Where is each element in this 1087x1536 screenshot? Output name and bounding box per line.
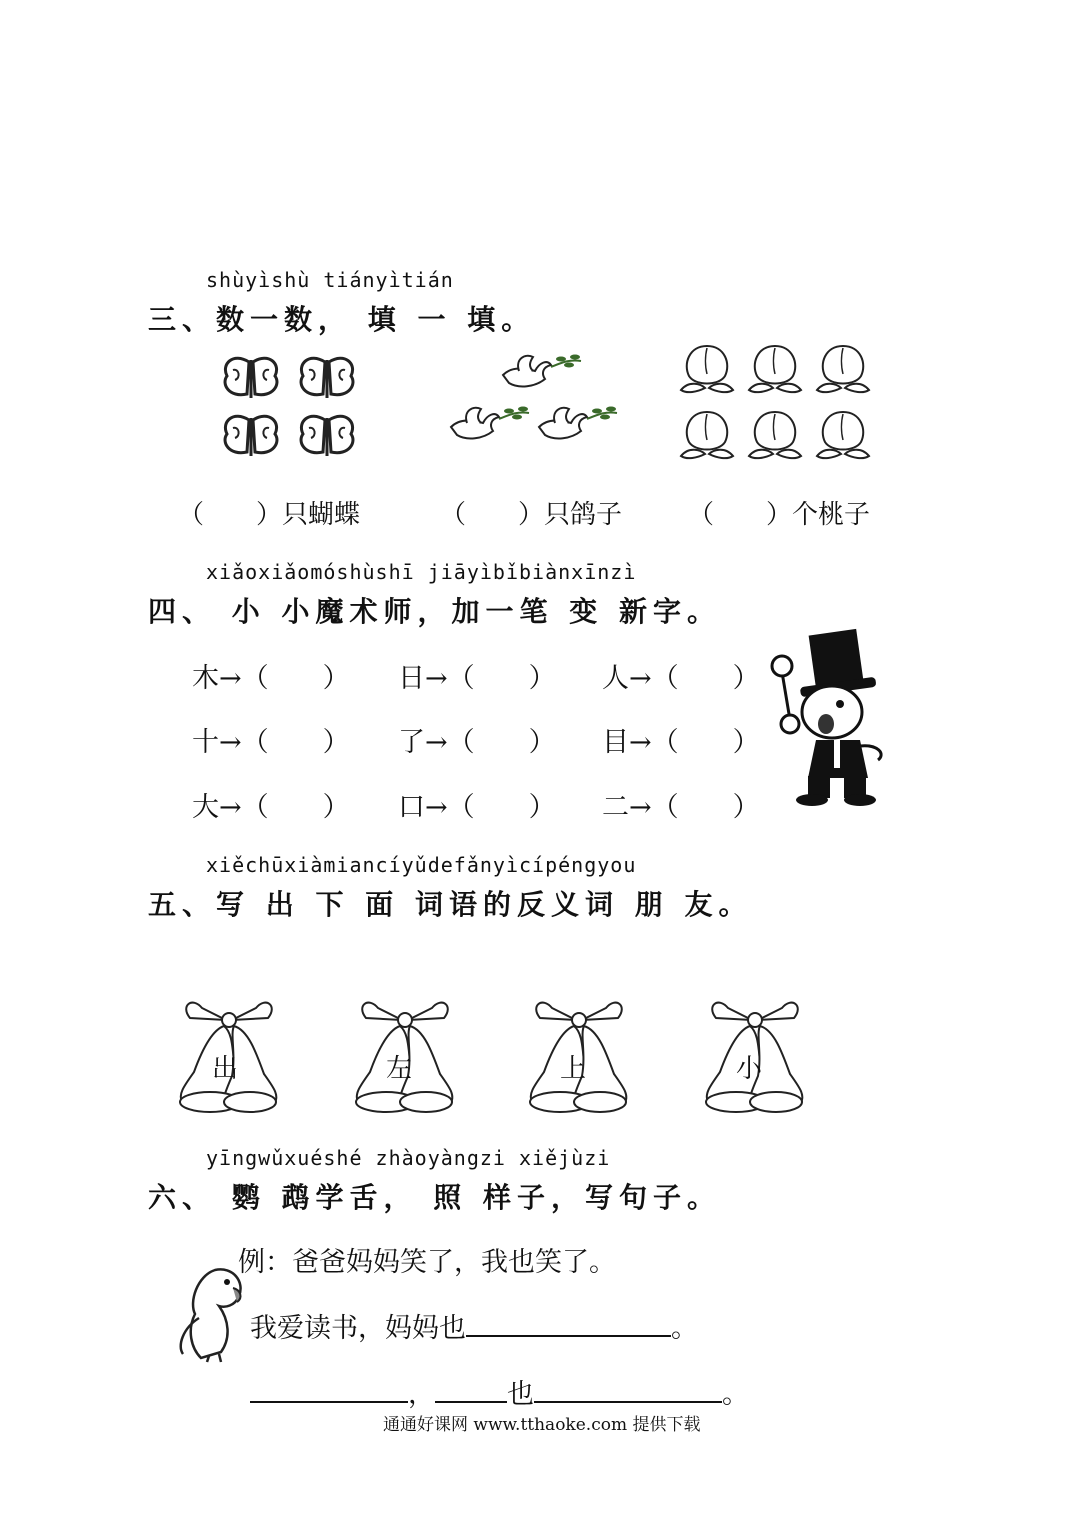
butterfly-count-blank[interactable]: （ ）只蝴蝶 [178,500,361,530]
sentence-2-comma: ， [408,1379,435,1410]
magic-item-shi[interactable]: 十→（ ） [192,727,350,758]
magic-item-kou[interactable]: 口→（ ） [398,792,556,823]
section6-heading: 六、 鹦 鹉学舌， 照 样子，写句子。 [148,1181,721,1214]
butterfly-1 [225,358,277,398]
section3-pinyin: shùyìshù tiányìtián [206,268,454,292]
magic-item-da[interactable]: 大→（ ） [192,792,350,823]
section3-heading: 三、数一数， 填 一 填。 [148,303,536,336]
magic-item-mu-eye[interactable]: 目→（ ） [602,727,760,758]
butterfly-illustration [215,350,365,470]
sentence-2-blank-3[interactable] [534,1379,722,1403]
section4-heading: 四、 小 小魔术师，加一笔 变 新字。 [148,595,721,628]
magic-item-mu[interactable]: 木→（ ） [192,663,350,694]
magic-item-le[interactable]: 了→（ ） [398,727,556,758]
peach-3 [817,346,869,392]
dove-2 [451,407,529,439]
peach-6 [817,412,869,458]
bell-word-1: 出 [212,1054,239,1084]
magic-item-ri[interactable]: 日→（ ） [398,663,556,694]
bell-word-3: 上 [560,1054,587,1084]
sentence-1-prefix: 我爱读书，妈妈也 [250,1313,466,1344]
example-sentence: 例：爸爸妈妈笑了，我也笑了。 [238,1247,616,1278]
sentence-2-blank-2[interactable] [435,1379,507,1403]
butterfly-2 [301,358,353,398]
peach-1 [681,346,733,392]
dove-3 [539,407,617,439]
dove-count-blank[interactable]: （ ）只鸽子 [440,500,623,530]
section6-pinyin: yīngwǔxuéshé zhàoyàngzi xiějùzi [206,1146,611,1170]
parrot-illustration [175,1262,250,1362]
footer-credit: 通通好课网 www.tthaoke.com 提供下载 [383,1415,701,1435]
section5-pinyin: xiěchūxiàmiancíyǔdefǎnyìcípéngyou [206,853,637,877]
sentence-2-period: 。 [722,1379,749,1410]
sentence-2-ye: 也 [507,1379,534,1410]
magician-illustration [760,628,890,808]
dove-1 [503,355,581,387]
bell-word-4: 小 [736,1054,763,1084]
sentence-2 [250,1372,749,1411]
peach-2 [749,346,801,392]
dove-illustration [445,345,625,455]
section4-pinyin: xiǎoxiǎomóshùshī jiāyìbǐbiànxīnzì [206,560,637,584]
peach-4 [681,412,733,458]
magic-item-ren[interactable]: 人→（ ） [602,663,760,694]
sentence-1 [250,1306,698,1345]
butterfly-4 [301,416,353,456]
sentence-1-period: 。 [671,1313,698,1344]
bell-word-2: 左 [386,1054,413,1084]
peach-5 [749,412,801,458]
sentence-2-blank-1[interactable] [250,1379,408,1403]
magic-item-er[interactable]: 二→（ ） [602,792,760,823]
bells-illustration [170,988,870,1128]
butterfly-3 [225,416,277,456]
peach-count-blank[interactable]: （ ）个桃子 [688,500,871,530]
peach-illustration [675,340,885,470]
section5-heading: 五、写 出 下 面 词语的反义词 朋 友。 [148,888,753,921]
sentence-1-blank[interactable] [466,1313,671,1337]
